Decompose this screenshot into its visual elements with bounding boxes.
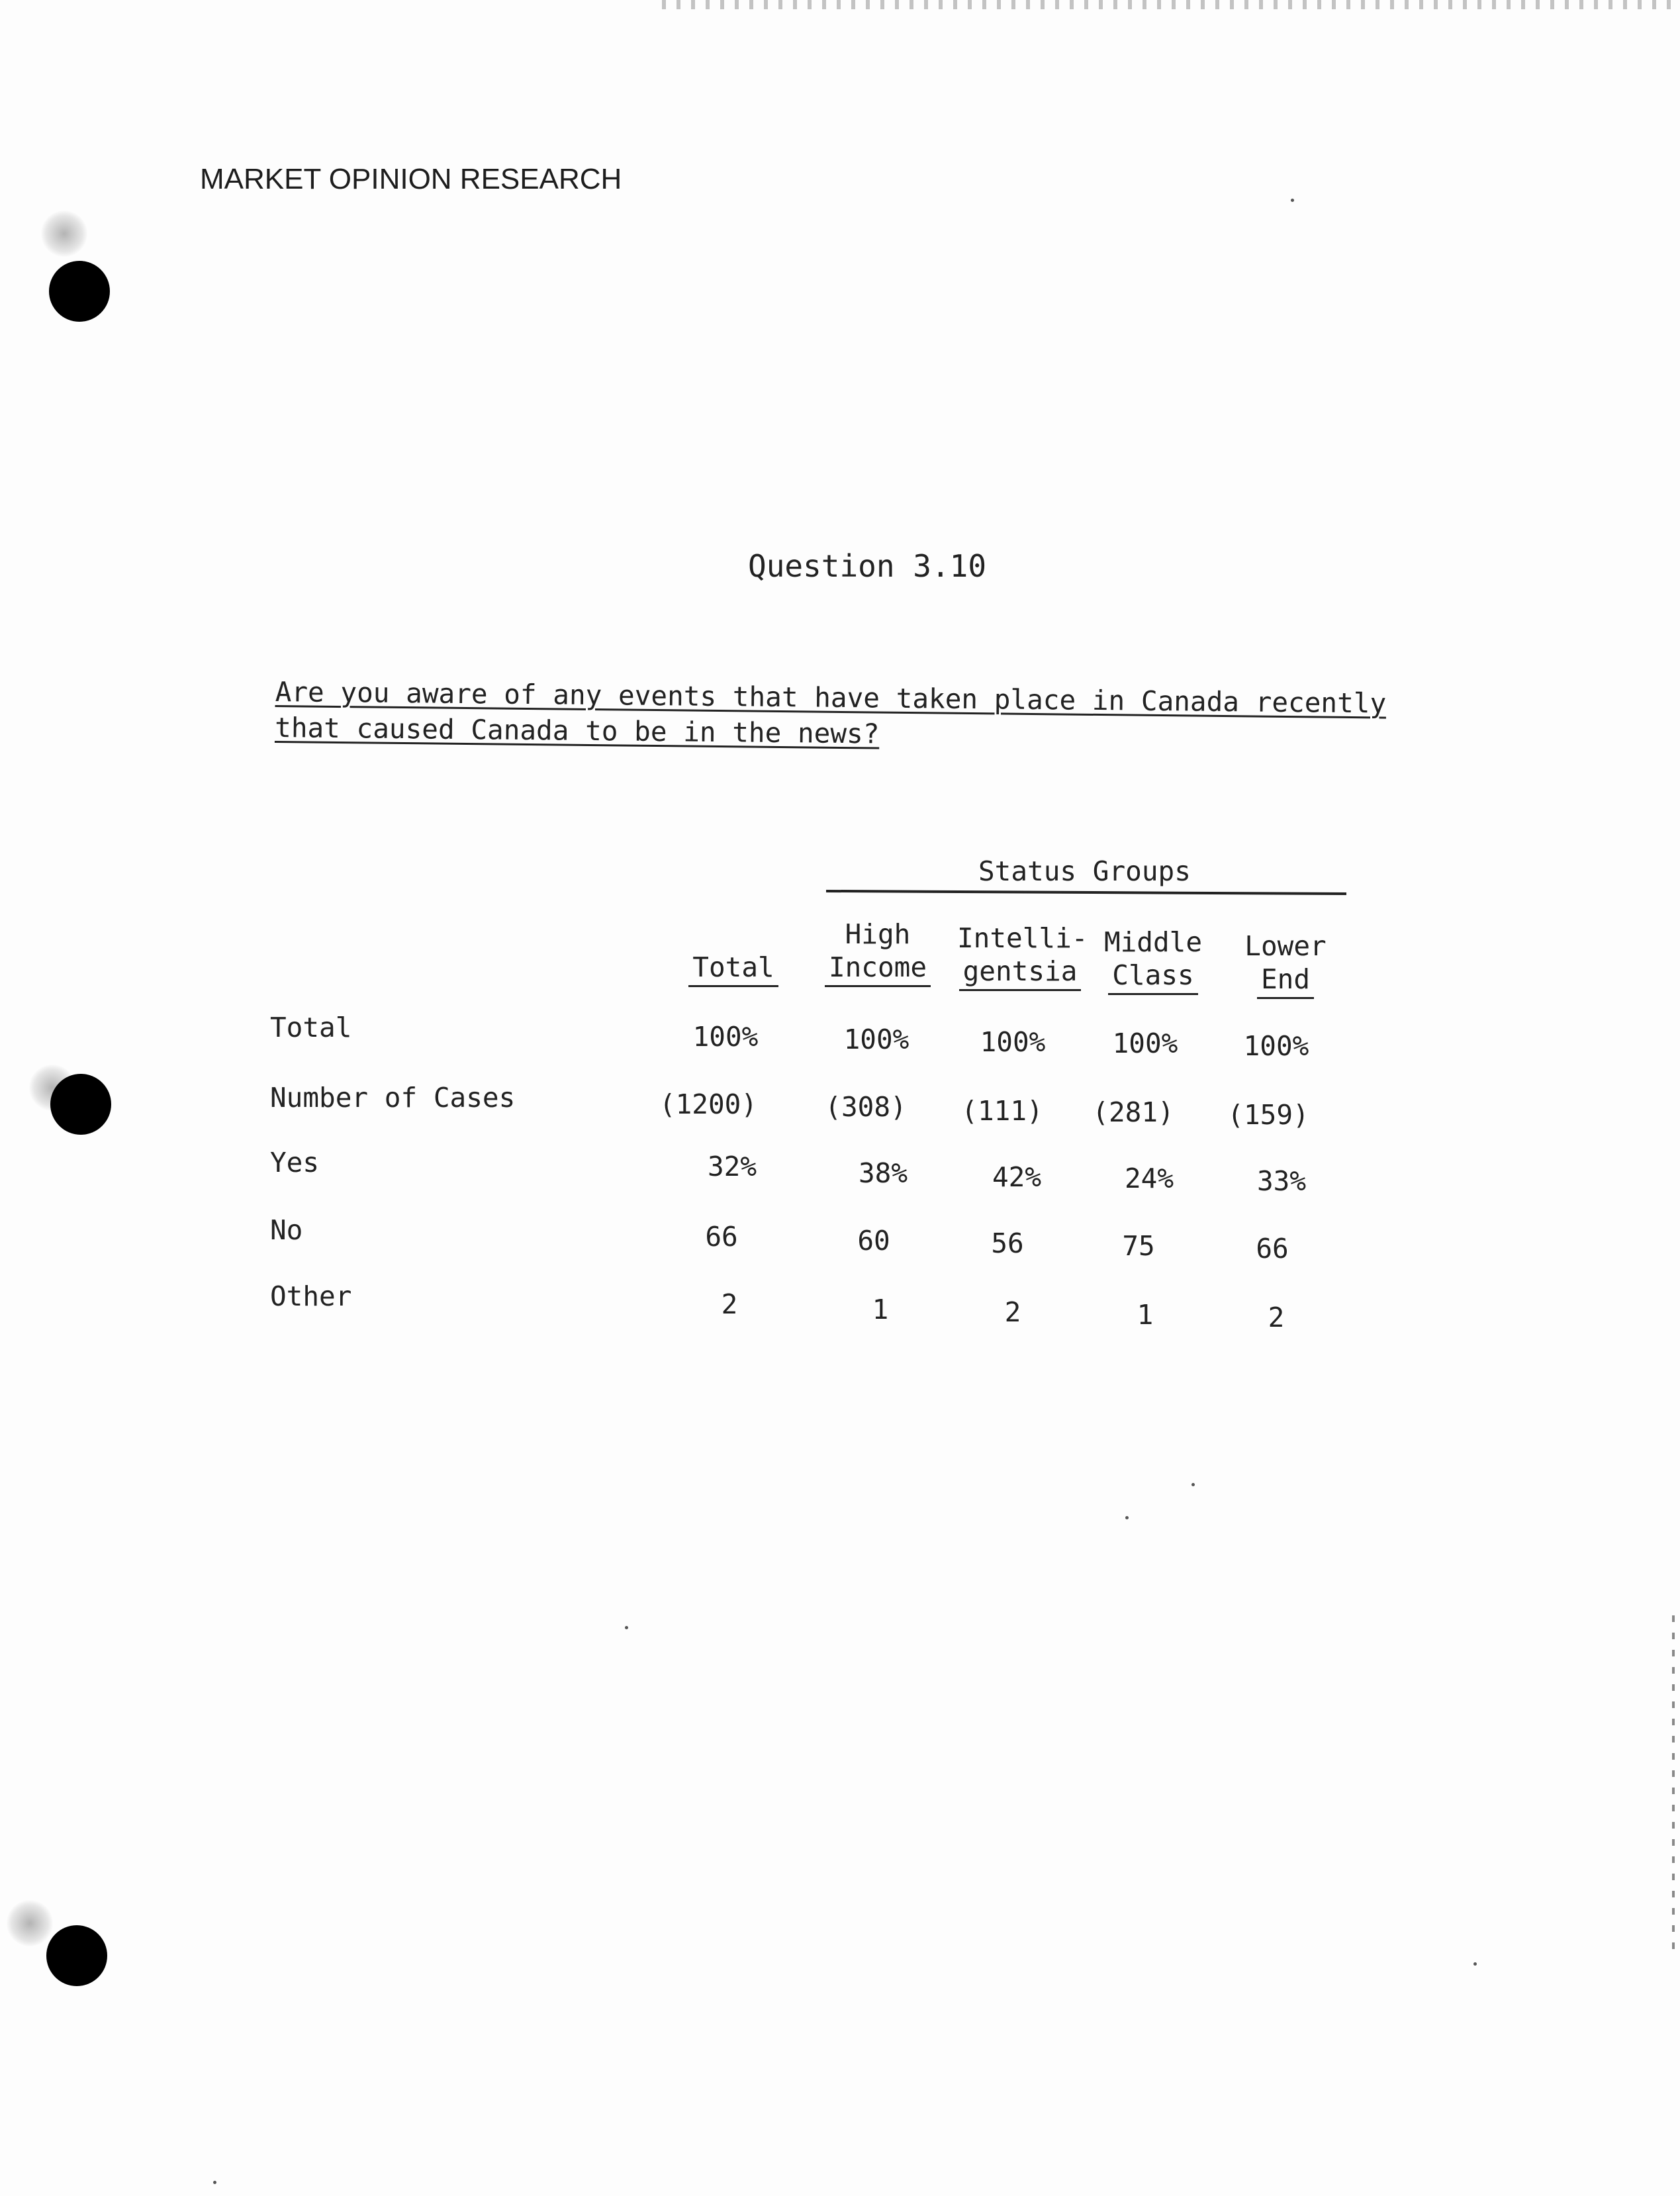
- column-header-line2: gentsia: [959, 955, 1082, 991]
- question-text: [275, 674, 1454, 758]
- table-cell: 2: [1004, 1296, 1021, 1328]
- punch-hole-shadow: [41, 211, 87, 257]
- column-header-total: [674, 918, 793, 987]
- table-cell: 1: [1137, 1299, 1154, 1331]
- column-header-line1: Lower: [1244, 930, 1327, 962]
- table-cell: 24%: [1124, 1163, 1174, 1194]
- status-groups-rule: [826, 890, 1346, 895]
- row-label-yes: Yes: [270, 1147, 320, 1178]
- column-header-line1: High: [845, 918, 911, 950]
- table-cell: (1200): [659, 1088, 758, 1120]
- punch-hole: [50, 1074, 111, 1135]
- column-header-lower-end: [1226, 930, 1345, 999]
- status-groups-label: Status Groups: [978, 855, 1191, 887]
- punch-hole: [46, 1925, 107, 1986]
- table-cell: (111): [961, 1095, 1043, 1127]
- question-text-line-1: Are you aware of any events that have taken place in Canada recently: [275, 675, 1387, 720]
- scan-edge-noise: [662, 0, 1680, 9]
- table-cell: (159): [1227, 1099, 1309, 1131]
- scan-speck: [1125, 1516, 1129, 1519]
- column-header-intelligentsia: [957, 922, 1088, 991]
- table-cell: 32%: [707, 1151, 757, 1182]
- table-cell: 100%: [1243, 1030, 1309, 1062]
- table-cell: 56: [991, 1227, 1024, 1259]
- punch-hole-shadow: [7, 1900, 53, 1946]
- column-header-line2: Class: [1108, 959, 1197, 995]
- punch-hole: [49, 261, 110, 322]
- organization-header: MARKET OPINION RESEARCH: [200, 163, 622, 195]
- column-header-high-income: [818, 918, 937, 987]
- table-cell: 100%: [980, 1026, 1046, 1058]
- row-label-total: Total: [270, 1012, 352, 1043]
- table-cell: 38%: [858, 1157, 908, 1189]
- scan-speck: [1473, 1962, 1477, 1966]
- table-cell: 2: [1268, 1302, 1285, 1333]
- question-number: Question 3.10: [748, 548, 987, 584]
- question-text-line-2: that caused Canada to be in the news?: [274, 711, 880, 750]
- table-cell: 2: [721, 1288, 738, 1320]
- table-cell: 33%: [1256, 1165, 1307, 1197]
- scan-speck: [625, 1626, 628, 1629]
- table-cell: 66: [1256, 1233, 1289, 1265]
- table-cell: (308): [825, 1091, 907, 1123]
- table-cell: 1: [872, 1294, 889, 1325]
- table-cell: 66: [705, 1221, 738, 1253]
- scan-speck: [1191, 1483, 1195, 1486]
- row-label-no: No: [270, 1214, 303, 1246]
- scan-speck: [1291, 199, 1294, 202]
- table-cell: 100%: [1112, 1027, 1178, 1059]
- column-header-line2: Total: [688, 951, 778, 987]
- table-cell: 100%: [692, 1021, 759, 1053]
- table-cell: (281): [1092, 1096, 1174, 1128]
- column-header-line1: Intelli-: [957, 922, 1088, 954]
- scan-speck: [213, 2181, 216, 2184]
- column-header-middle-class: [1094, 926, 1213, 995]
- column-header-line2: Income: [825, 951, 931, 987]
- row-label-other: Other: [270, 1280, 352, 1312]
- column-header-line1: Middle: [1103, 926, 1203, 958]
- table-cell: 60: [857, 1225, 890, 1257]
- row-label-number-of-cases: Number of Cases: [270, 1082, 516, 1114]
- column-header-line1: [674, 918, 793, 951]
- column-header-line2: End: [1257, 963, 1314, 999]
- table-cell: 42%: [992, 1161, 1042, 1193]
- table-cell: 75: [1122, 1230, 1155, 1262]
- scan-right-edge: [1672, 1615, 1675, 1960]
- table-cell: 100%: [843, 1024, 910, 1055]
